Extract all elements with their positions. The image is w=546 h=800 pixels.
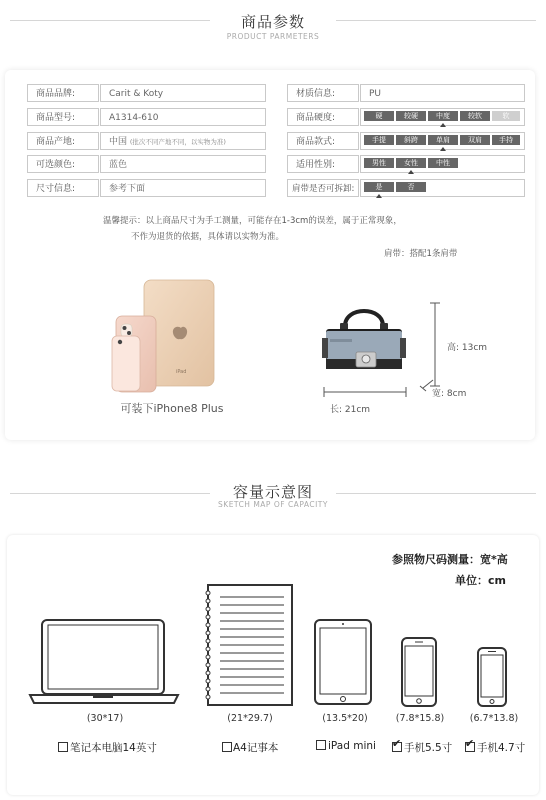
gender-chip: 男性 — [364, 158, 394, 168]
devices-image — [110, 278, 230, 393]
style-label: 商品款式: — [287, 132, 359, 150]
height-dimension: 高: 13cm — [447, 343, 488, 353]
style-chip: 斜跨 — [396, 135, 426, 145]
unit-note: 单位：cm — [455, 574, 506, 587]
style-chip: 手持 — [492, 135, 520, 145]
strap-label: 肩带是否可拆卸: — [287, 179, 359, 197]
style-chip: 双肩 — [460, 135, 490, 145]
tablet-size: (13.5*20) — [322, 713, 368, 724]
laptop-icon — [28, 617, 180, 707]
origin-note: (批次不同产地不同，以实物为准) — [129, 138, 226, 146]
hardness-pointer-icon — [440, 123, 446, 127]
phone-icon — [400, 636, 440, 708]
color-label: 可选颜色: — [27, 155, 99, 173]
material-value: PU — [360, 84, 525, 102]
checkbox-unchecked-icon — [222, 742, 232, 752]
notebook-label: A4记事本 — [233, 742, 279, 754]
size-label: 尺寸信息: — [27, 179, 99, 197]
brand-value: Carit & Koty — [100, 84, 266, 102]
gender-label: 适用性别: — [287, 155, 359, 173]
checkbox-checked-icon: ✔ — [392, 737, 402, 750]
notice-line-1: 温馨提示：以上商品尺寸为手工测量，可能存在1-3cm的误差，属于正常现象， — [103, 216, 402, 226]
section-title: 容量示意图 — [232, 483, 313, 501]
model-value: A1314-610 — [100, 108, 266, 126]
devices-caption: 可装下iPhone8 Plus — [120, 402, 224, 415]
hardness-label: 商品硬度: — [287, 108, 359, 126]
checkbox-checked-icon: ✔ — [465, 737, 475, 750]
phone47-size: (6.7*13.8) — [469, 713, 519, 724]
strap-chip-selected: 是 — [364, 182, 394, 192]
length-dimension: 长: 21cm — [330, 405, 371, 415]
material-label: 材质信息: — [287, 84, 359, 102]
notice-line-2: 不作为退货的依据，具体请以实物为准。 — [131, 232, 285, 242]
section-title: 商品参数 — [240, 13, 305, 31]
laptop-item — [58, 740, 157, 755]
hardness-chip: 软 — [492, 111, 520, 121]
hardness-chip: 较软 — [460, 111, 490, 121]
phone47-item — [465, 737, 526, 755]
color-value: 蓝色 — [100, 155, 266, 173]
tablet-item — [316, 740, 376, 752]
notebook-size: (21*29.7) — [227, 713, 273, 724]
gender-pointer-icon — [408, 170, 414, 174]
phone47-label: 手机4.7寸 — [477, 742, 526, 754]
gender-chip-selected: 女性 — [396, 158, 426, 168]
phone55-label: 手机5.5寸 — [404, 742, 453, 754]
phone-icon — [476, 646, 510, 708]
svg-text:iPad: iPad — [176, 369, 187, 375]
checkbox-unchecked-icon — [316, 740, 326, 750]
notebook-icon — [204, 583, 296, 709]
section-subtitle: PRODUCT PARMETERS — [226, 32, 320, 41]
style-pointer-icon — [440, 147, 446, 151]
tablet-icon — [313, 618, 375, 708]
origin-label: 商品产地: — [27, 132, 99, 150]
style-chip-selected: 单肩 — [428, 135, 458, 145]
phone55-item — [392, 737, 453, 755]
width-dimension: 宽: 8cm — [432, 389, 467, 399]
notebook-item — [222, 740, 278, 755]
reference-note: 参照物尺码测量：宽*高 — [392, 553, 508, 566]
hardness-chip: 硬 — [364, 111, 394, 121]
tablet-label: iPad mini — [328, 740, 376, 752]
gender-chip: 中性 — [428, 158, 458, 168]
hardness-chip: 较硬 — [396, 111, 426, 121]
laptop-size: (30*17) — [86, 713, 124, 724]
strap-pointer-icon — [376, 194, 382, 198]
model-label: 商品型号: — [27, 108, 99, 126]
origin-text: 中国 — [109, 137, 128, 147]
origin-value — [100, 132, 266, 150]
section-subtitle: SKETCH MAP OF CAPACITY — [218, 500, 328, 509]
checkbox-unchecked-icon — [58, 742, 68, 752]
phone55-size: (7.8*15.8) — [395, 713, 445, 724]
strap-note: 肩带：搭配1条肩带 — [384, 249, 458, 259]
style-chip: 手提 — [364, 135, 394, 145]
brand-label: 商品品牌: — [27, 84, 99, 102]
strap-chip: 否 — [396, 182, 426, 192]
size-value: 参考下面 — [100, 179, 266, 197]
laptop-label: 笔记本电脑14英寸 — [70, 742, 157, 754]
hardness-chip-selected: 中度 — [428, 111, 458, 121]
